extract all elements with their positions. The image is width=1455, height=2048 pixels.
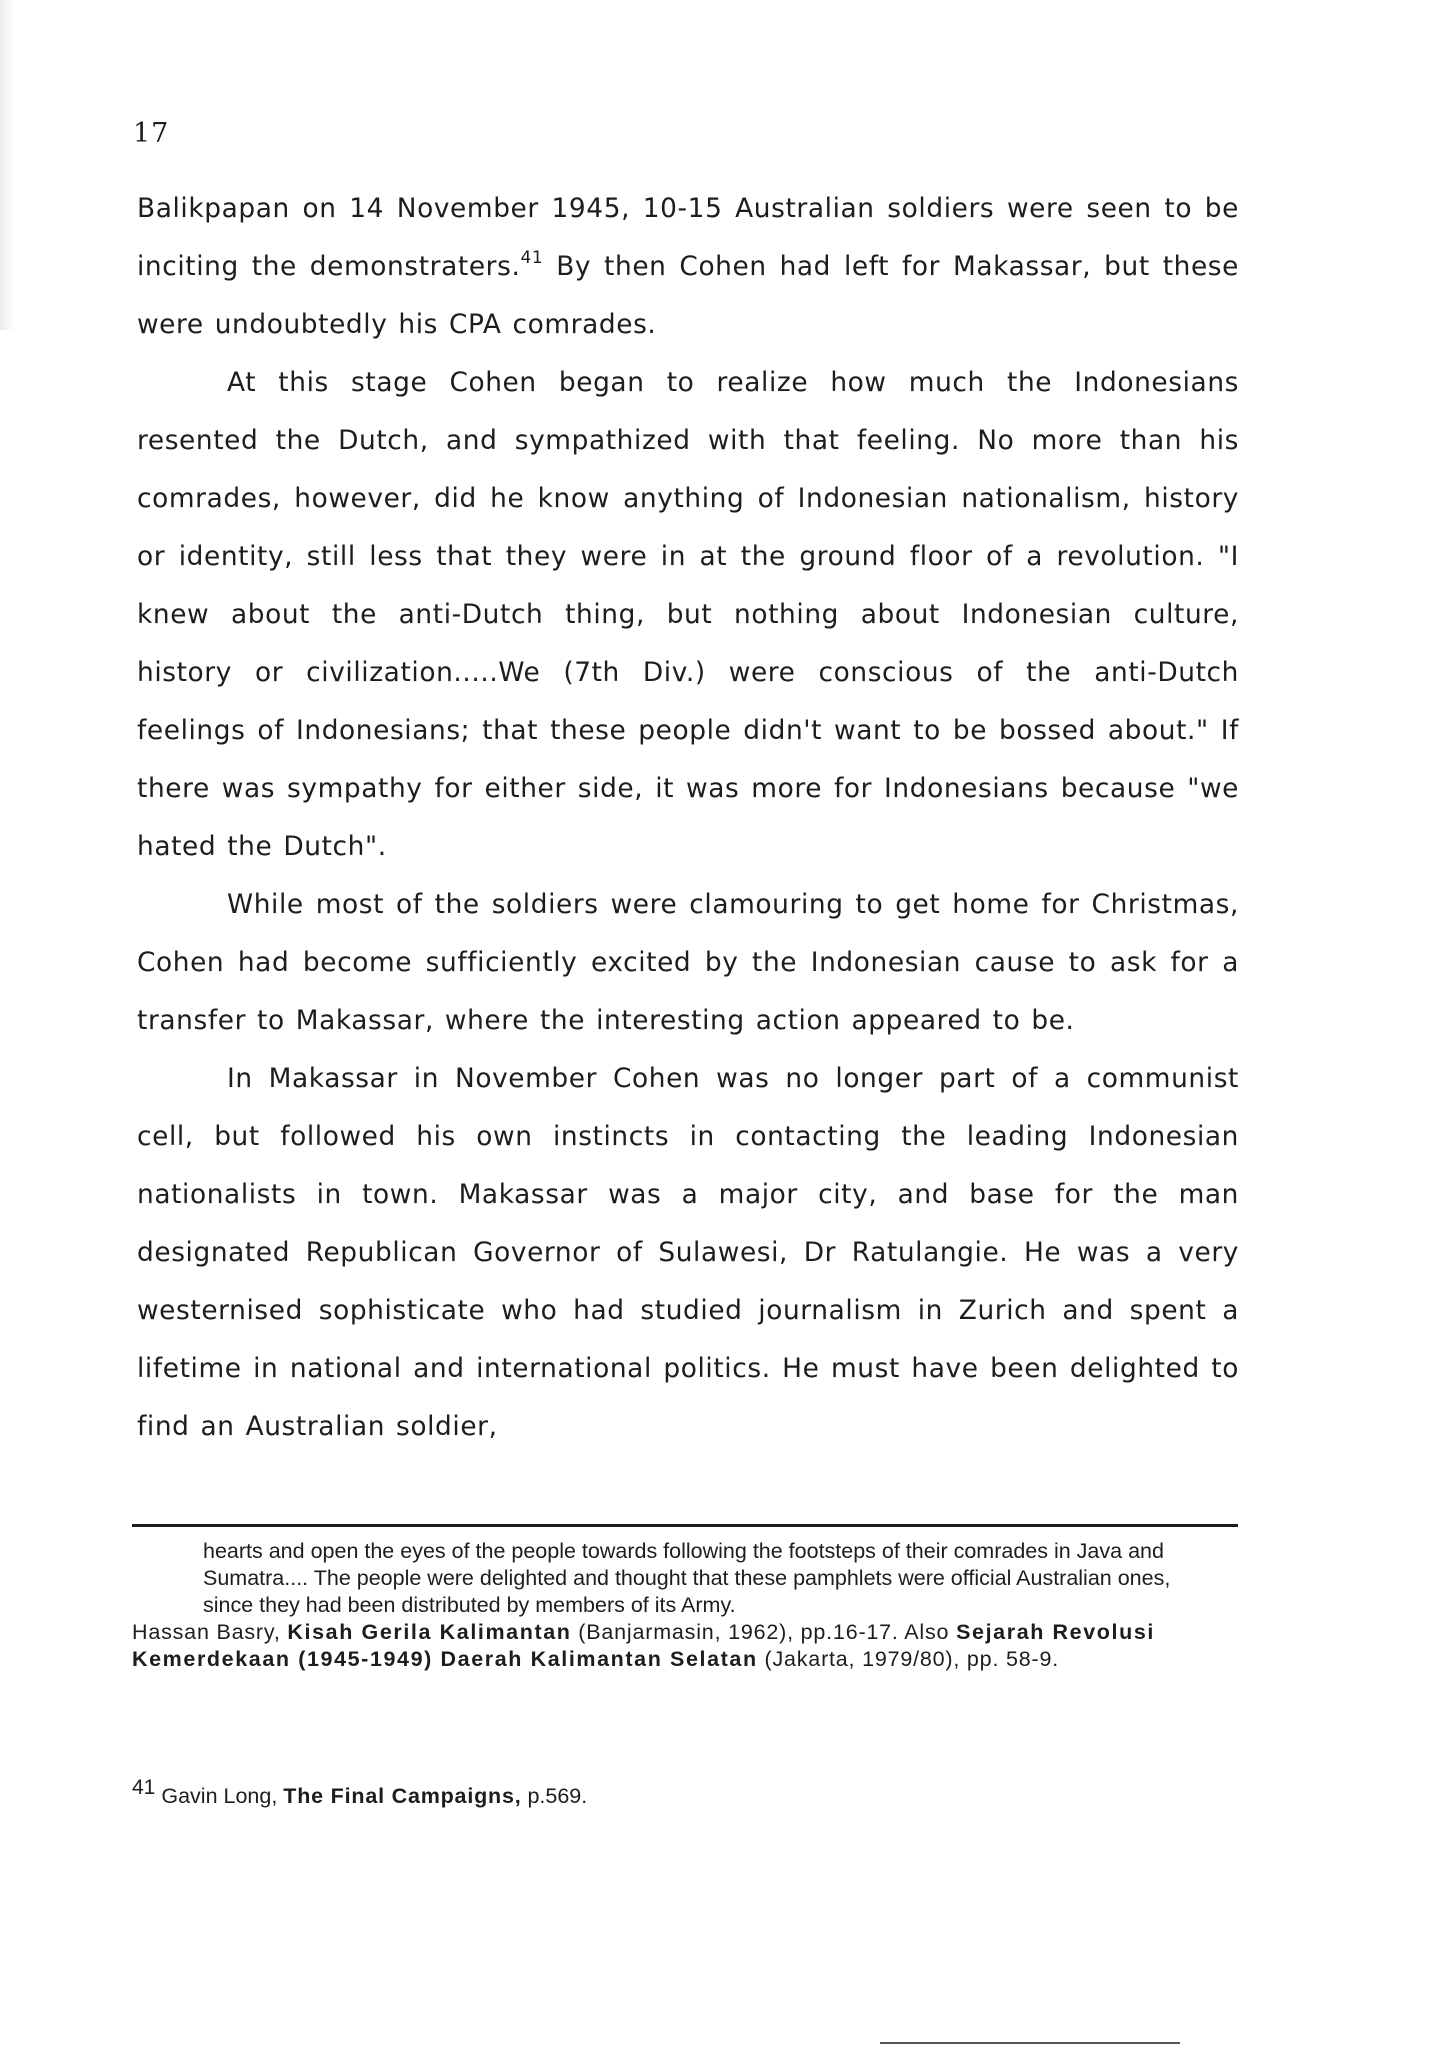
footnote-41-pages: p.569. xyxy=(521,1784,588,1808)
footnote-continued-quote: hearts and open the eyes of the people towards following the footsteps of their comrades in Java and Sumatra.... The people were delighted and thought that these pamphlets were official Australian ones, since they had been distributed by members of its Army. xyxy=(203,1539,1171,1617)
paragraph-2: At this stage Cohen began to realize how much the Indonesians resented the Dutch, and sympathized with that feeling. No more than his comrades, however, did he know anything of Indonesian nationalism, history or identity, still less that they were in at the ground floor of a revolution. "I knew about the anti-Dutch thing, but nothing about Indonesian culture, history or civilization.....We (7th Div.) were conscious of the anti-Dutch feelings of Indonesians; that these people didn't want to be bossed about." If there was sympathy for either side, it was more for Indonesians because "we hated the Dutch". xyxy=(137,367,1239,862)
footnote-41-title: The Final Campaigns, xyxy=(283,1784,522,1808)
footnote-divider xyxy=(132,1524,1238,1527)
body-text xyxy=(137,180,1239,1456)
page-number: 17 xyxy=(133,118,170,149)
paragraph-4: In Makassar in November Cohen was no longer part of a communist cell, but followed his own instincts in contacting the leading Indonesian nationalists in town. Makassar was a major city, and base for the man designated Republican Governor of Sulawesi, Dr Ratulangie. He was a very westernised sophisticate who had studied journalism in Zurich and spent a lifetime in national and international politics. He must have been delighted to find an Australian soldier, xyxy=(137,1063,1239,1442)
footnotes-section xyxy=(132,1538,1242,1808)
source-author: Hassan Basry, xyxy=(132,1620,288,1644)
paragraph-1-text-end: By then Cohen had left for Makassar, but these were undoubtedly his CPA comrades. xyxy=(137,251,1239,340)
footnote-source-citation xyxy=(132,1619,1242,1673)
footnote-41-author: Gavin Long, xyxy=(161,1784,284,1808)
source-middle: (Banjarmasin, 1962), pp.16-17. Also xyxy=(571,1620,957,1644)
scan-artifact-line xyxy=(880,2042,1180,2044)
paragraph-1-text-start: Balikpapan on 14 November 1945, 10-15 Australian soldiers were seen to be inciting the demonstraters. xyxy=(137,193,1239,282)
footnote-41-number: 41 xyxy=(132,1776,156,1799)
footnote-ref-41: 41 xyxy=(520,248,544,268)
footnote-41 xyxy=(132,1774,587,1810)
paragraph-1 xyxy=(137,180,1239,354)
source-title-2: Sejarah Revolusi Kemerdekaan (1945-1949) Daerah Kalimantan Selatan xyxy=(132,1620,1155,1671)
scan-edge-shadow xyxy=(0,0,14,330)
paragraph-3: While most of the soldiers were clamouring to get home for Christmas, Cohen had become sufficiently excited by the Indonesian cause to ask for a transfer to Makassar, where the interesting action appeared to be. xyxy=(137,889,1239,1036)
source-title-1: Kisah Gerila Kalimantan xyxy=(287,1620,572,1644)
source-end: (Jakarta, 1979/80), pp. 58-9. xyxy=(757,1647,1059,1671)
